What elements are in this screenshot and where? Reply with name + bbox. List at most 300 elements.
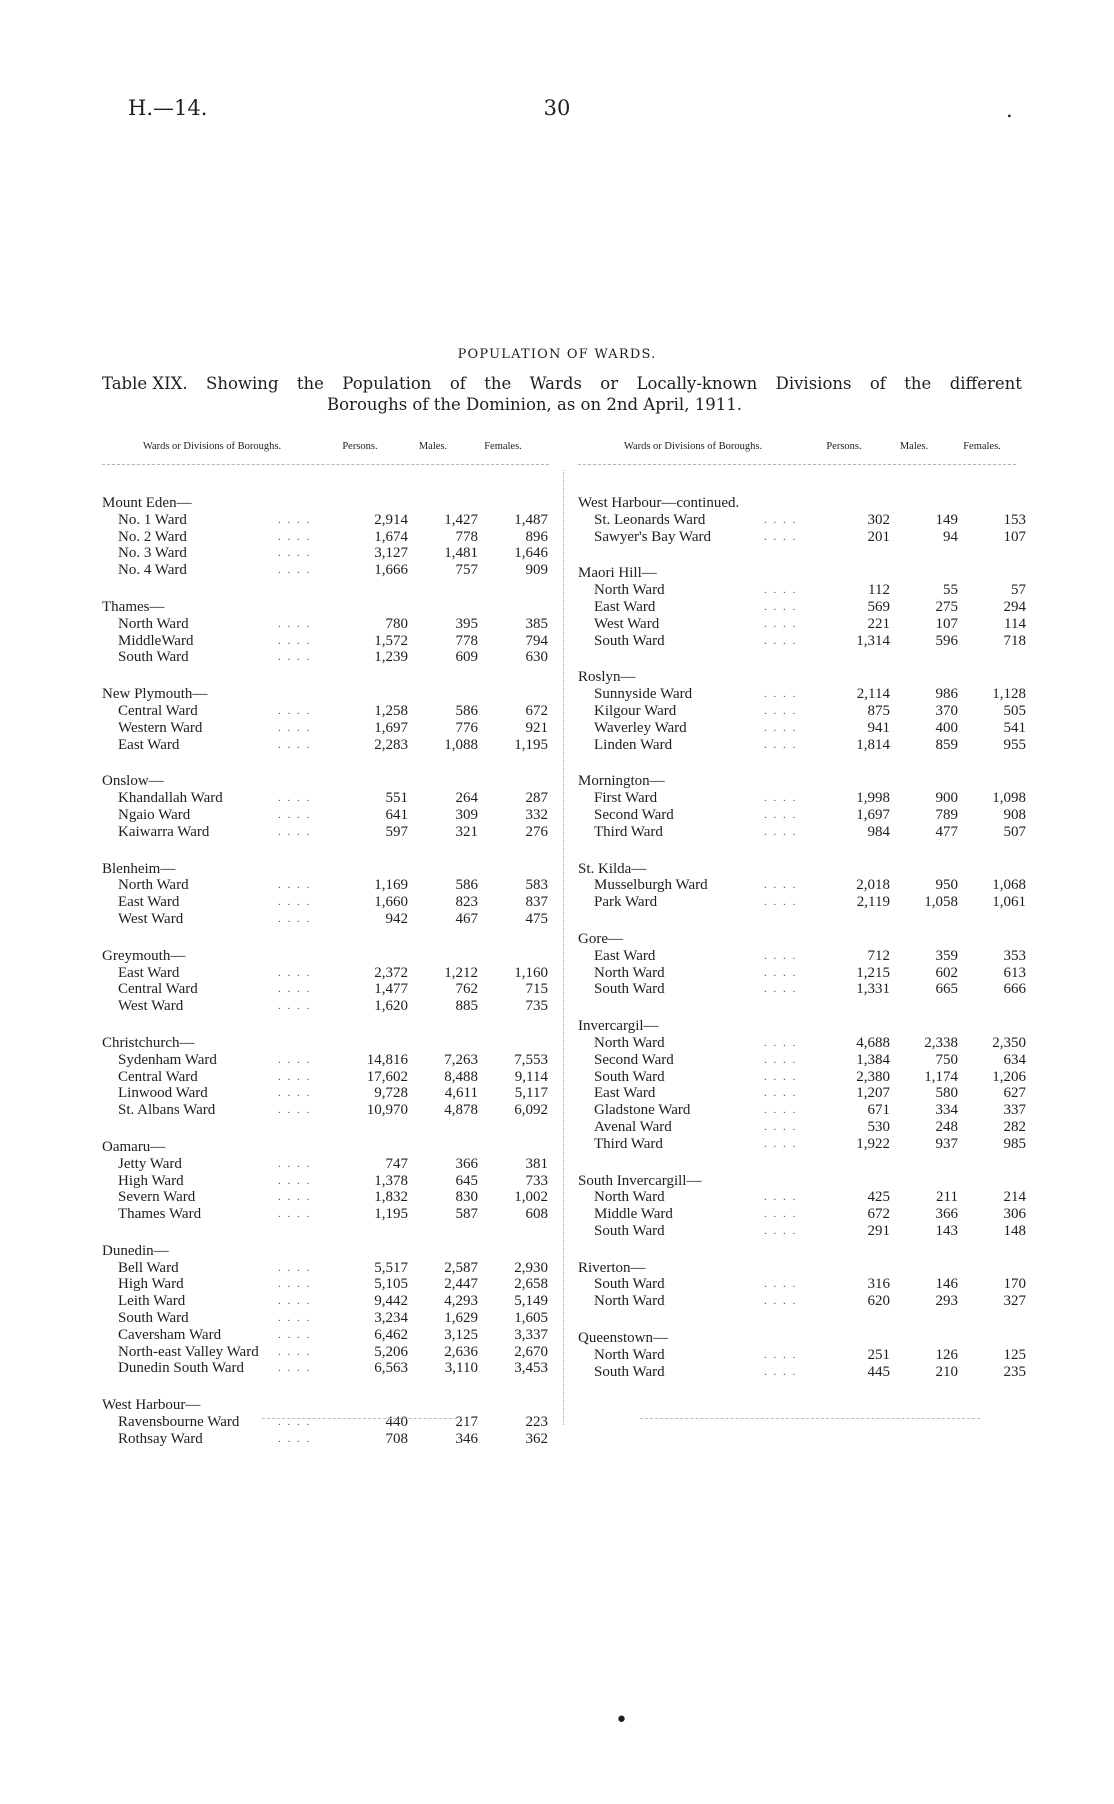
leader-dots: . . . . <box>278 792 312 805</box>
leader-dots: . . . . <box>278 1416 312 1429</box>
persons-value: 1,239 <box>374 649 408 666</box>
ward-name: Sydenham Ward <box>118 1051 217 1068</box>
males-value: 370 <box>935 702 958 719</box>
table-label: Table XIX. <box>102 374 188 393</box>
leader-dots: . . . . <box>278 1261 312 1274</box>
males-value: 248 <box>935 1118 958 1135</box>
males-value: 321 <box>455 823 478 840</box>
borough-heading <box>102 948 549 965</box>
leader-dots: . . . . <box>278 1345 312 1358</box>
males-value: 750 <box>935 1051 958 1068</box>
males-value: 1,629 <box>444 1310 478 1327</box>
leader-dots: . . . . <box>278 1191 312 1204</box>
ward-name: Middle Ward <box>594 1206 673 1223</box>
leader-dots: . . . . <box>764 896 798 909</box>
ward-row <box>578 1085 1026 1102</box>
ward-name: Rothsay Ward <box>118 1430 203 1447</box>
leader-dots: . . . . <box>278 1087 312 1100</box>
leader-dots: . . . . <box>764 983 798 996</box>
females-value: 909 <box>525 562 548 579</box>
males-value: 1,481 <box>444 545 478 562</box>
col-header-name: Wards or Divisions of Boroughs. <box>623 440 763 452</box>
leader-dots: . . . . <box>278 1432 312 1445</box>
ward-row <box>578 1189 1026 1206</box>
ward-row <box>578 702 1026 720</box>
persons-value: 17,602 <box>366 1068 408 1085</box>
column-header-row <box>102 428 549 465</box>
ward-row <box>578 1206 1026 1223</box>
leader-dots: . . . . <box>278 912 312 925</box>
males-value: 4,611 <box>444 1085 478 1102</box>
females-value: 381 <box>525 1155 548 1172</box>
leader-dots: . . . . <box>764 738 798 751</box>
ward-name: South Ward <box>594 1276 665 1293</box>
ward-name: First Ward <box>594 790 658 807</box>
males-value: 400 <box>935 719 958 736</box>
males-value: 359 <box>935 947 958 964</box>
persons-value: 5,206 <box>374 1343 408 1360</box>
ward-name: Second Ward <box>594 1051 674 1068</box>
caption-word: the <box>904 374 932 393</box>
ward-row <box>102 1069 549 1086</box>
ward-row <box>102 807 549 824</box>
ward-name: High Ward <box>118 1276 184 1293</box>
males-value: 885 <box>455 998 478 1015</box>
ward-name: East Ward <box>594 598 656 615</box>
persons-value: 1,998 <box>856 790 890 807</box>
page-title: POPULATION OF WARDS. <box>457 347 657 362</box>
ward-name: Western Ward <box>118 719 203 736</box>
males-value: 580 <box>935 1085 958 1102</box>
ward-name: No. 4 Ward <box>118 562 187 579</box>
persons-value: 597 <box>385 823 408 840</box>
leader-dots: . . . . <box>764 1036 798 1049</box>
males-value: 1,427 <box>444 511 478 528</box>
females-value: 955 <box>1003 736 1026 753</box>
leader-dots: . . . . <box>278 547 312 560</box>
ward-row <box>102 1052 549 1069</box>
borough-heading <box>102 1243 549 1260</box>
leader-dots: . . . . <box>764 617 798 630</box>
males-value: 366 <box>455 1155 478 1172</box>
ward-row <box>578 1363 1026 1381</box>
ward-row <box>578 1276 1026 1293</box>
females-value: 294 <box>1003 598 1026 615</box>
males-value: 94 <box>943 528 958 545</box>
persons-value: 440 <box>385 1414 408 1431</box>
males-value: 264 <box>455 790 478 807</box>
ward-name: Jetty Ward <box>118 1155 182 1172</box>
ward-row <box>102 894 549 911</box>
borough-heading <box>102 686 549 703</box>
ward-row <box>578 823 1026 841</box>
females-value: 353 <box>1003 947 1026 964</box>
males-value: 830 <box>455 1189 478 1206</box>
persons-value: 302 <box>867 511 890 528</box>
ward-name: Central Ward <box>118 702 198 719</box>
borough-name: Maori Hill— <box>578 565 657 582</box>
females-value: 896 <box>525 528 548 545</box>
ward-row <box>578 1222 1026 1240</box>
ward-name: Severn Ward <box>118 1189 196 1206</box>
leader-dots: . . . . <box>278 966 312 979</box>
males-value: 293 <box>935 1293 958 1310</box>
females-value: 608 <box>525 1206 548 1223</box>
ward-name: Avenal Ward <box>594 1118 672 1135</box>
females-value: 6,092 <box>514 1102 548 1119</box>
leader-dots: . . . . <box>278 530 312 543</box>
males-value: 1,212 <box>444 964 478 981</box>
persons-value: 1,666 <box>374 562 408 579</box>
females-value: 287 <box>525 790 548 807</box>
borough-heading <box>578 669 1016 686</box>
ward-row <box>102 1260 549 1277</box>
leader-dots: . . . . <box>764 792 798 805</box>
persons-value: 112 <box>868 582 890 599</box>
borough-heading <box>578 1173 1016 1190</box>
persons-value: 6,563 <box>374 1360 408 1377</box>
males-value: 3,110 <box>444 1360 478 1377</box>
persons-value: 5,517 <box>374 1259 408 1276</box>
borough-group <box>102 599 549 666</box>
females-value: 2,670 <box>514 1343 548 1360</box>
leader-dots: . . . . <box>764 530 798 543</box>
males-value: 467 <box>455 910 478 927</box>
females-value: 1,605 <box>514 1310 548 1327</box>
females-value: 985 <box>1003 1135 1026 1152</box>
borough-group <box>102 686 549 753</box>
females-value: 7,553 <box>514 1051 548 1068</box>
borough-heading <box>102 861 549 878</box>
persons-value: 2,119 <box>856 894 890 911</box>
ward-name: East Ward <box>118 964 180 981</box>
borough-group <box>578 930 1026 998</box>
column-header-row <box>578 428 1016 465</box>
ward-name: Central Ward <box>118 981 198 998</box>
borough-name: Greymouth— <box>102 947 186 964</box>
borough-group <box>578 773 1026 840</box>
ward-row <box>102 1173 549 1190</box>
females-value: 337 <box>1003 1102 1026 1119</box>
borough-name: West Harbour— <box>102 1397 201 1414</box>
females-value: 223 <box>525 1414 548 1431</box>
borough-name: Queenstown— <box>578 1330 668 1347</box>
ward-row <box>102 790 549 807</box>
persons-value: 316 <box>867 1276 890 1293</box>
borough-group <box>102 1397 549 1447</box>
males-value: 900 <box>935 790 958 807</box>
ward-row <box>578 1068 1026 1086</box>
ward-row <box>102 1414 549 1431</box>
caption-word: Wards <box>529 374 582 393</box>
persons-value: 1,195 <box>374 1206 408 1223</box>
ward-row <box>578 615 1026 633</box>
col-header-males: Males. <box>418 440 448 452</box>
report-code: H.—14. <box>128 96 208 120</box>
ward-row <box>578 1118 1026 1136</box>
females-value: 107 <box>1003 528 1026 545</box>
persons-value: 941 <box>867 719 890 736</box>
caption-word: Population <box>342 374 432 393</box>
leader-dots: . . . . <box>278 1278 312 1291</box>
leader-dots: . . . . <box>278 704 312 717</box>
persons-value: 942 <box>385 910 408 927</box>
persons-value: 1,378 <box>374 1172 408 1189</box>
persons-value: 2,372 <box>374 964 408 981</box>
persons-value: 2,114 <box>856 686 890 703</box>
leader-dots: . . . . <box>278 983 312 996</box>
males-value: 149 <box>935 511 958 528</box>
borough-heading <box>102 495 549 512</box>
borough-group <box>578 1172 1026 1240</box>
persons-value: 1,620 <box>374 998 408 1015</box>
females-value: 3,337 <box>514 1326 548 1343</box>
females-value: 214 <box>1003 1189 1026 1206</box>
leader-dots: . . . . <box>278 1053 312 1066</box>
ward-name: St. Albans Ward <box>118 1102 216 1119</box>
ward-row <box>102 529 549 546</box>
borough-group <box>102 1243 549 1377</box>
ward-row <box>578 1051 1026 1069</box>
persons-value: 2,914 <box>374 511 408 528</box>
ward-name: Sawyer's Bay Ward <box>594 528 712 545</box>
ward-name: South Ward <box>118 1310 189 1327</box>
females-value: 362 <box>525 1430 548 1447</box>
males-value: 586 <box>455 702 478 719</box>
ward-name: South Ward <box>594 1222 665 1239</box>
ward-row <box>578 511 1026 529</box>
ward-row <box>102 1327 549 1344</box>
ward-row <box>578 1293 1026 1310</box>
males-value: 645 <box>455 1172 478 1189</box>
ward-row <box>578 736 1026 754</box>
ward-row <box>102 616 549 633</box>
males-value: 477 <box>935 823 958 840</box>
persons-value: 2,380 <box>856 1068 890 1085</box>
ward-row <box>102 737 549 754</box>
ward-name: South Ward <box>594 1068 665 1085</box>
ward-row <box>102 545 549 562</box>
ward-row <box>102 1085 549 1102</box>
females-value: 1,206 <box>992 1068 1026 1085</box>
borough-group <box>102 1035 549 1119</box>
persons-value: 201 <box>867 528 890 545</box>
borough-name: Mornington— <box>578 773 665 790</box>
ward-name: North Ward <box>594 1034 665 1051</box>
persons-value: 1,169 <box>374 877 408 894</box>
leader-dots: . . . . <box>764 584 798 597</box>
ward-name: East Ward <box>118 894 180 911</box>
ward-row <box>578 947 1026 965</box>
ward-row <box>102 911 549 928</box>
females-value: 2,658 <box>514 1276 548 1293</box>
borough-heading <box>102 599 549 616</box>
ward-name: Gladstone Ward <box>594 1102 691 1119</box>
col-header-females: Females. <box>484 440 522 452</box>
borough-heading <box>578 773 1016 790</box>
ward-row <box>578 1034 1026 1052</box>
females-value: 1,487 <box>514 511 548 528</box>
leader-dots: . . . . <box>764 600 798 613</box>
males-value: 2,587 <box>444 1259 478 1276</box>
males-value: 143 <box>935 1222 958 1239</box>
leader-dots: . . . . <box>278 651 312 664</box>
females-value: 153 <box>1003 511 1026 528</box>
borough-group <box>102 1139 549 1223</box>
caption-word: the <box>296 374 324 393</box>
leader-dots: . . . . <box>764 1224 798 1237</box>
ward-name: St. Leonards Ward <box>594 511 706 528</box>
leader-dots: . . . . <box>764 1137 798 1150</box>
females-value: 2,930 <box>514 1259 548 1276</box>
ward-name: Kilgour Ward <box>594 702 677 719</box>
leader-dots: . . . . <box>764 1104 798 1117</box>
borough-heading <box>578 1260 1016 1277</box>
caption-word: Divisions <box>775 374 852 393</box>
ward-name: No. 2 Ward <box>118 528 187 545</box>
persons-value: 1,674 <box>374 528 408 545</box>
ward-name: Leith Ward <box>118 1293 186 1310</box>
females-value: 2,350 <box>992 1034 1026 1051</box>
females-value: 3,453 <box>514 1360 548 1377</box>
col-header-persons: Persons. <box>826 440 862 452</box>
ward-name: West Ward <box>594 615 660 632</box>
bottom-mark: • <box>615 1708 628 1733</box>
ward-row <box>578 528 1026 546</box>
females-value: 921 <box>525 719 548 736</box>
males-value: 778 <box>455 632 478 649</box>
ward-name: Waverley Ward <box>594 719 687 736</box>
caption-line-1 <box>102 373 1022 394</box>
borough-name: Riverton— <box>578 1259 646 1276</box>
leader-dots: . . . . <box>278 1295 312 1308</box>
caption-word: or <box>600 374 619 393</box>
ward-name: Central Ward <box>118 1068 198 1085</box>
ward-name: Park Ward <box>594 894 658 911</box>
ward-name: North Ward <box>594 1189 665 1206</box>
ward-name: East Ward <box>594 947 656 964</box>
borough-group <box>578 1330 1026 1380</box>
borough-heading <box>578 565 1016 582</box>
persons-value: 708 <box>385 1430 408 1447</box>
females-value: 5,117 <box>514 1085 548 1102</box>
borough-group <box>578 495 1026 545</box>
ward-name: Linden Ward <box>594 736 673 753</box>
leader-dots: . . . . <box>764 1070 798 1083</box>
males-value: 55 <box>943 582 958 599</box>
persons-value: 1,572 <box>374 632 408 649</box>
females-value: 794 <box>525 632 548 649</box>
ward-row <box>578 1102 1026 1119</box>
leader-dots: . . . . <box>764 704 798 717</box>
ward-name: High Ward <box>118 1172 184 1189</box>
ward-name: Ngaio Ward <box>118 806 191 823</box>
females-value: 613 <box>1003 964 1026 981</box>
ward-name: Caversham Ward <box>118 1326 222 1343</box>
males-value: 2,447 <box>444 1276 478 1293</box>
females-value: 627 <box>1003 1085 1026 1102</box>
bottom-rule-right <box>640 1418 980 1420</box>
borough-heading <box>578 1018 1016 1035</box>
leader-dots: . . . . <box>764 1365 798 1378</box>
persons-value: 1,697 <box>856 806 890 823</box>
leader-dots: . . . . <box>278 1208 312 1221</box>
females-value: 666 <box>1003 981 1026 998</box>
females-value: 57 <box>1011 582 1026 599</box>
females-value: 170 <box>1003 1276 1026 1293</box>
ward-row <box>578 981 1026 998</box>
leader-dots: . . . . <box>764 1087 798 1100</box>
borough-heading <box>102 773 549 790</box>
ward-name: MiddleWard <box>118 632 194 649</box>
ward-row <box>102 824 549 841</box>
ward-row <box>578 806 1026 824</box>
males-value: 346 <box>455 1430 478 1447</box>
ward-name: South Ward <box>594 981 665 998</box>
leader-dots: . . . . <box>278 1104 312 1117</box>
leader-dots: . . . . <box>278 879 312 892</box>
ward-row <box>578 1346 1026 1364</box>
females-value: 276 <box>525 823 548 840</box>
ward-row <box>578 1135 1026 1153</box>
bottom-rule-left <box>262 1418 462 1420</box>
borough-name: West Harbour—continued. <box>578 495 740 511</box>
ward-row <box>578 790 1026 807</box>
caption-word: the <box>484 374 512 393</box>
leader-dots: . . . . <box>278 1312 312 1325</box>
ward-name: Second Ward <box>594 806 674 823</box>
borough-group <box>578 1259 1026 1310</box>
males-value: 1,174 <box>924 1068 958 1085</box>
ward-row <box>578 632 1026 650</box>
persons-value: 569 <box>867 598 890 615</box>
borough-name: Roslyn— <box>578 669 636 686</box>
females-value: 583 <box>525 877 548 894</box>
ward-name: North Ward <box>118 615 189 632</box>
borough-heading <box>578 931 1016 948</box>
borough-name: New Plymouth— <box>102 686 208 703</box>
males-value: 665 <box>935 981 958 998</box>
leader-dots: . . . . <box>764 688 798 701</box>
persons-value: 747 <box>385 1155 408 1172</box>
ward-name: No. 1 Ward <box>118 511 187 528</box>
persons-value: 221 <box>867 615 890 632</box>
borough-heading <box>578 495 1016 512</box>
females-value: 1,128 <box>992 686 1026 703</box>
males-value: 609 <box>455 649 478 666</box>
borough-name: Thames— <box>102 598 165 615</box>
females-value: 630 <box>525 649 548 666</box>
persons-value: 1,215 <box>856 964 890 981</box>
persons-value: 1,922 <box>856 1135 890 1152</box>
ward-name: North-east Valley Ward <box>118 1343 259 1360</box>
ward-row <box>102 562 549 579</box>
females-value: 475 <box>525 910 548 927</box>
males-value: 587 <box>455 1206 478 1223</box>
males-value: 762 <box>455 981 478 998</box>
ward-row <box>102 633 549 650</box>
borough-heading <box>102 1035 549 1052</box>
leader-dots: . . . . <box>764 634 798 647</box>
males-value: 334 <box>935 1102 958 1119</box>
ward-name: Bell Ward <box>118 1259 179 1276</box>
ward-name: West Ward <box>118 910 184 927</box>
leader-dots: . . . . <box>278 1328 312 1341</box>
ward-row <box>578 582 1026 599</box>
persons-value: 1,331 <box>856 981 890 998</box>
males-value: 7,263 <box>444 1051 478 1068</box>
ward-row <box>102 1431 549 1448</box>
